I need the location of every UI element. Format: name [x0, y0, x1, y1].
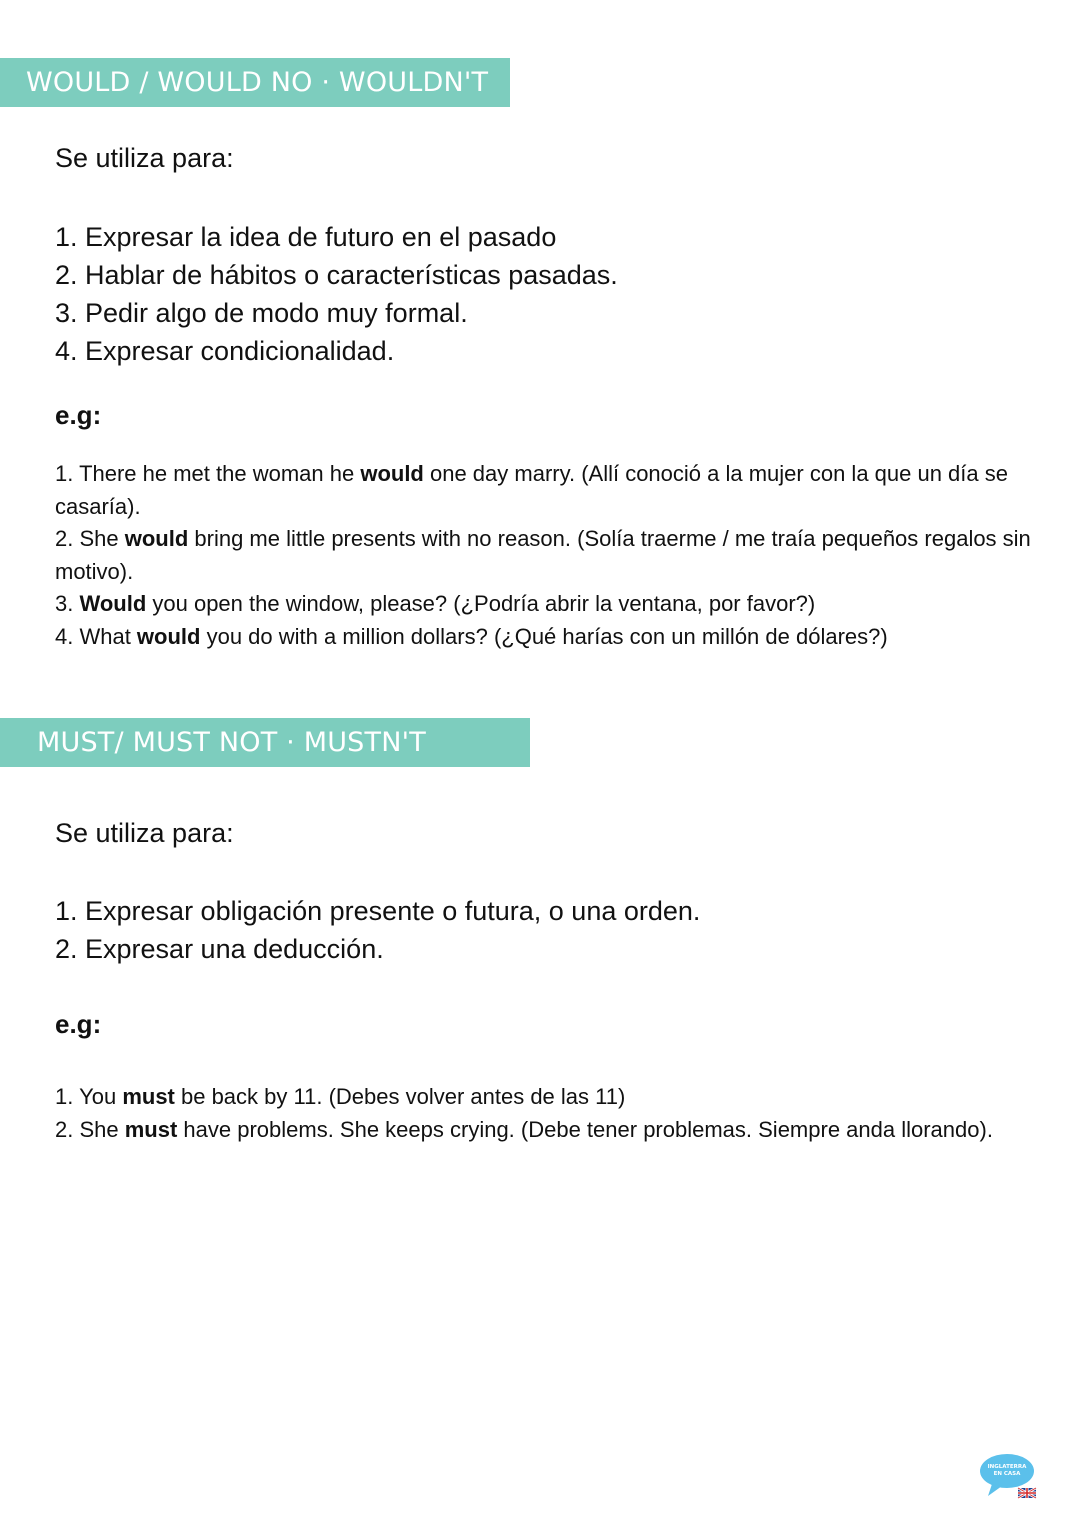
example-text: 4. What	[55, 623, 137, 649]
must-examples-list	[55, 1081, 1040, 1146]
must-use-item: 2. Expresar una deducción.	[55, 934, 384, 964]
example-text: one day marry. (Allí conoció a la mujer con la que un día se casaría).	[55, 461, 1008, 519]
must-example-item	[55, 1114, 1040, 1147]
example-text: 1. There he met the woman he	[55, 461, 361, 486]
must-section-header: MUST/ MUST NOT · MUSTN'T	[0, 718, 530, 767]
example-text: 2. She	[55, 1116, 125, 1142]
would-examples-list	[55, 458, 1040, 654]
would-example-item	[55, 458, 1040, 523]
would-eg-label: e.g:	[55, 400, 102, 430]
would-use-item: 1. Expresar la idea de futuro en el pasado	[55, 222, 557, 252]
example-text: have problems. She keeps crying. (Debe tener problemas. Siempre anda llorando).	[177, 1116, 993, 1142]
example-keyword: must	[124, 1116, 178, 1142]
must-uses-list	[55, 892, 700, 968]
example-text: 2. She	[55, 526, 125, 552]
would-example-item	[55, 523, 1040, 588]
example-keyword: Would	[79, 591, 147, 617]
would-use-item: 2. Hablar de hábitos o características pasadas.	[55, 260, 618, 290]
would-section-header: WOULD / WOULD NO · WOULDN'T	[0, 58, 510, 107]
example-text: you do with a million dollars? (¿Qué harías con un millón de dólares?)	[200, 623, 888, 649]
example-text: 1. You	[55, 1084, 123, 1109]
uk-flag-icon	[1018, 1488, 1036, 1498]
brand-logo	[978, 1452, 1040, 1500]
must-example-item	[55, 1081, 1040, 1114]
example-text: be back by 11. (Debes volver antes de las 11)	[174, 1084, 626, 1109]
must-use-item: 1. Expresar obligación presente o futura, o una orden.	[55, 896, 701, 926]
would-intro: Se utiliza para:	[55, 143, 234, 173]
example-keyword: would	[136, 623, 201, 649]
example-keyword: would	[360, 461, 424, 486]
example-text: 3.	[55, 591, 80, 617]
must-intro: Se utiliza para:	[55, 818, 234, 848]
would-uses-list	[55, 218, 618, 370]
must-eg-label: e.g:	[55, 1009, 102, 1039]
speech-bubble-logo-icon	[978, 1452, 1040, 1500]
example-keyword: must	[122, 1084, 175, 1109]
would-example-item	[55, 588, 1040, 621]
would-example-item	[55, 621, 1040, 654]
logo-text-line1: INGLATERRA	[987, 1464, 1027, 1470]
example-keyword: would	[124, 526, 189, 552]
would-use-item: 4. Expresar condicionalidad.	[55, 336, 395, 366]
logo-text-line2: EN CASA	[993, 1471, 1021, 1477]
example-text: you open the window, please? (¿Podría abrir la ventana, por favor?)	[146, 591, 816, 617]
example-text: bring me little presents with no reason. (Solía traerme / me traía pequeños regalos sin motivo).	[55, 526, 1031, 584]
would-use-item: 3. Pedir algo de modo muy formal.	[55, 298, 468, 328]
